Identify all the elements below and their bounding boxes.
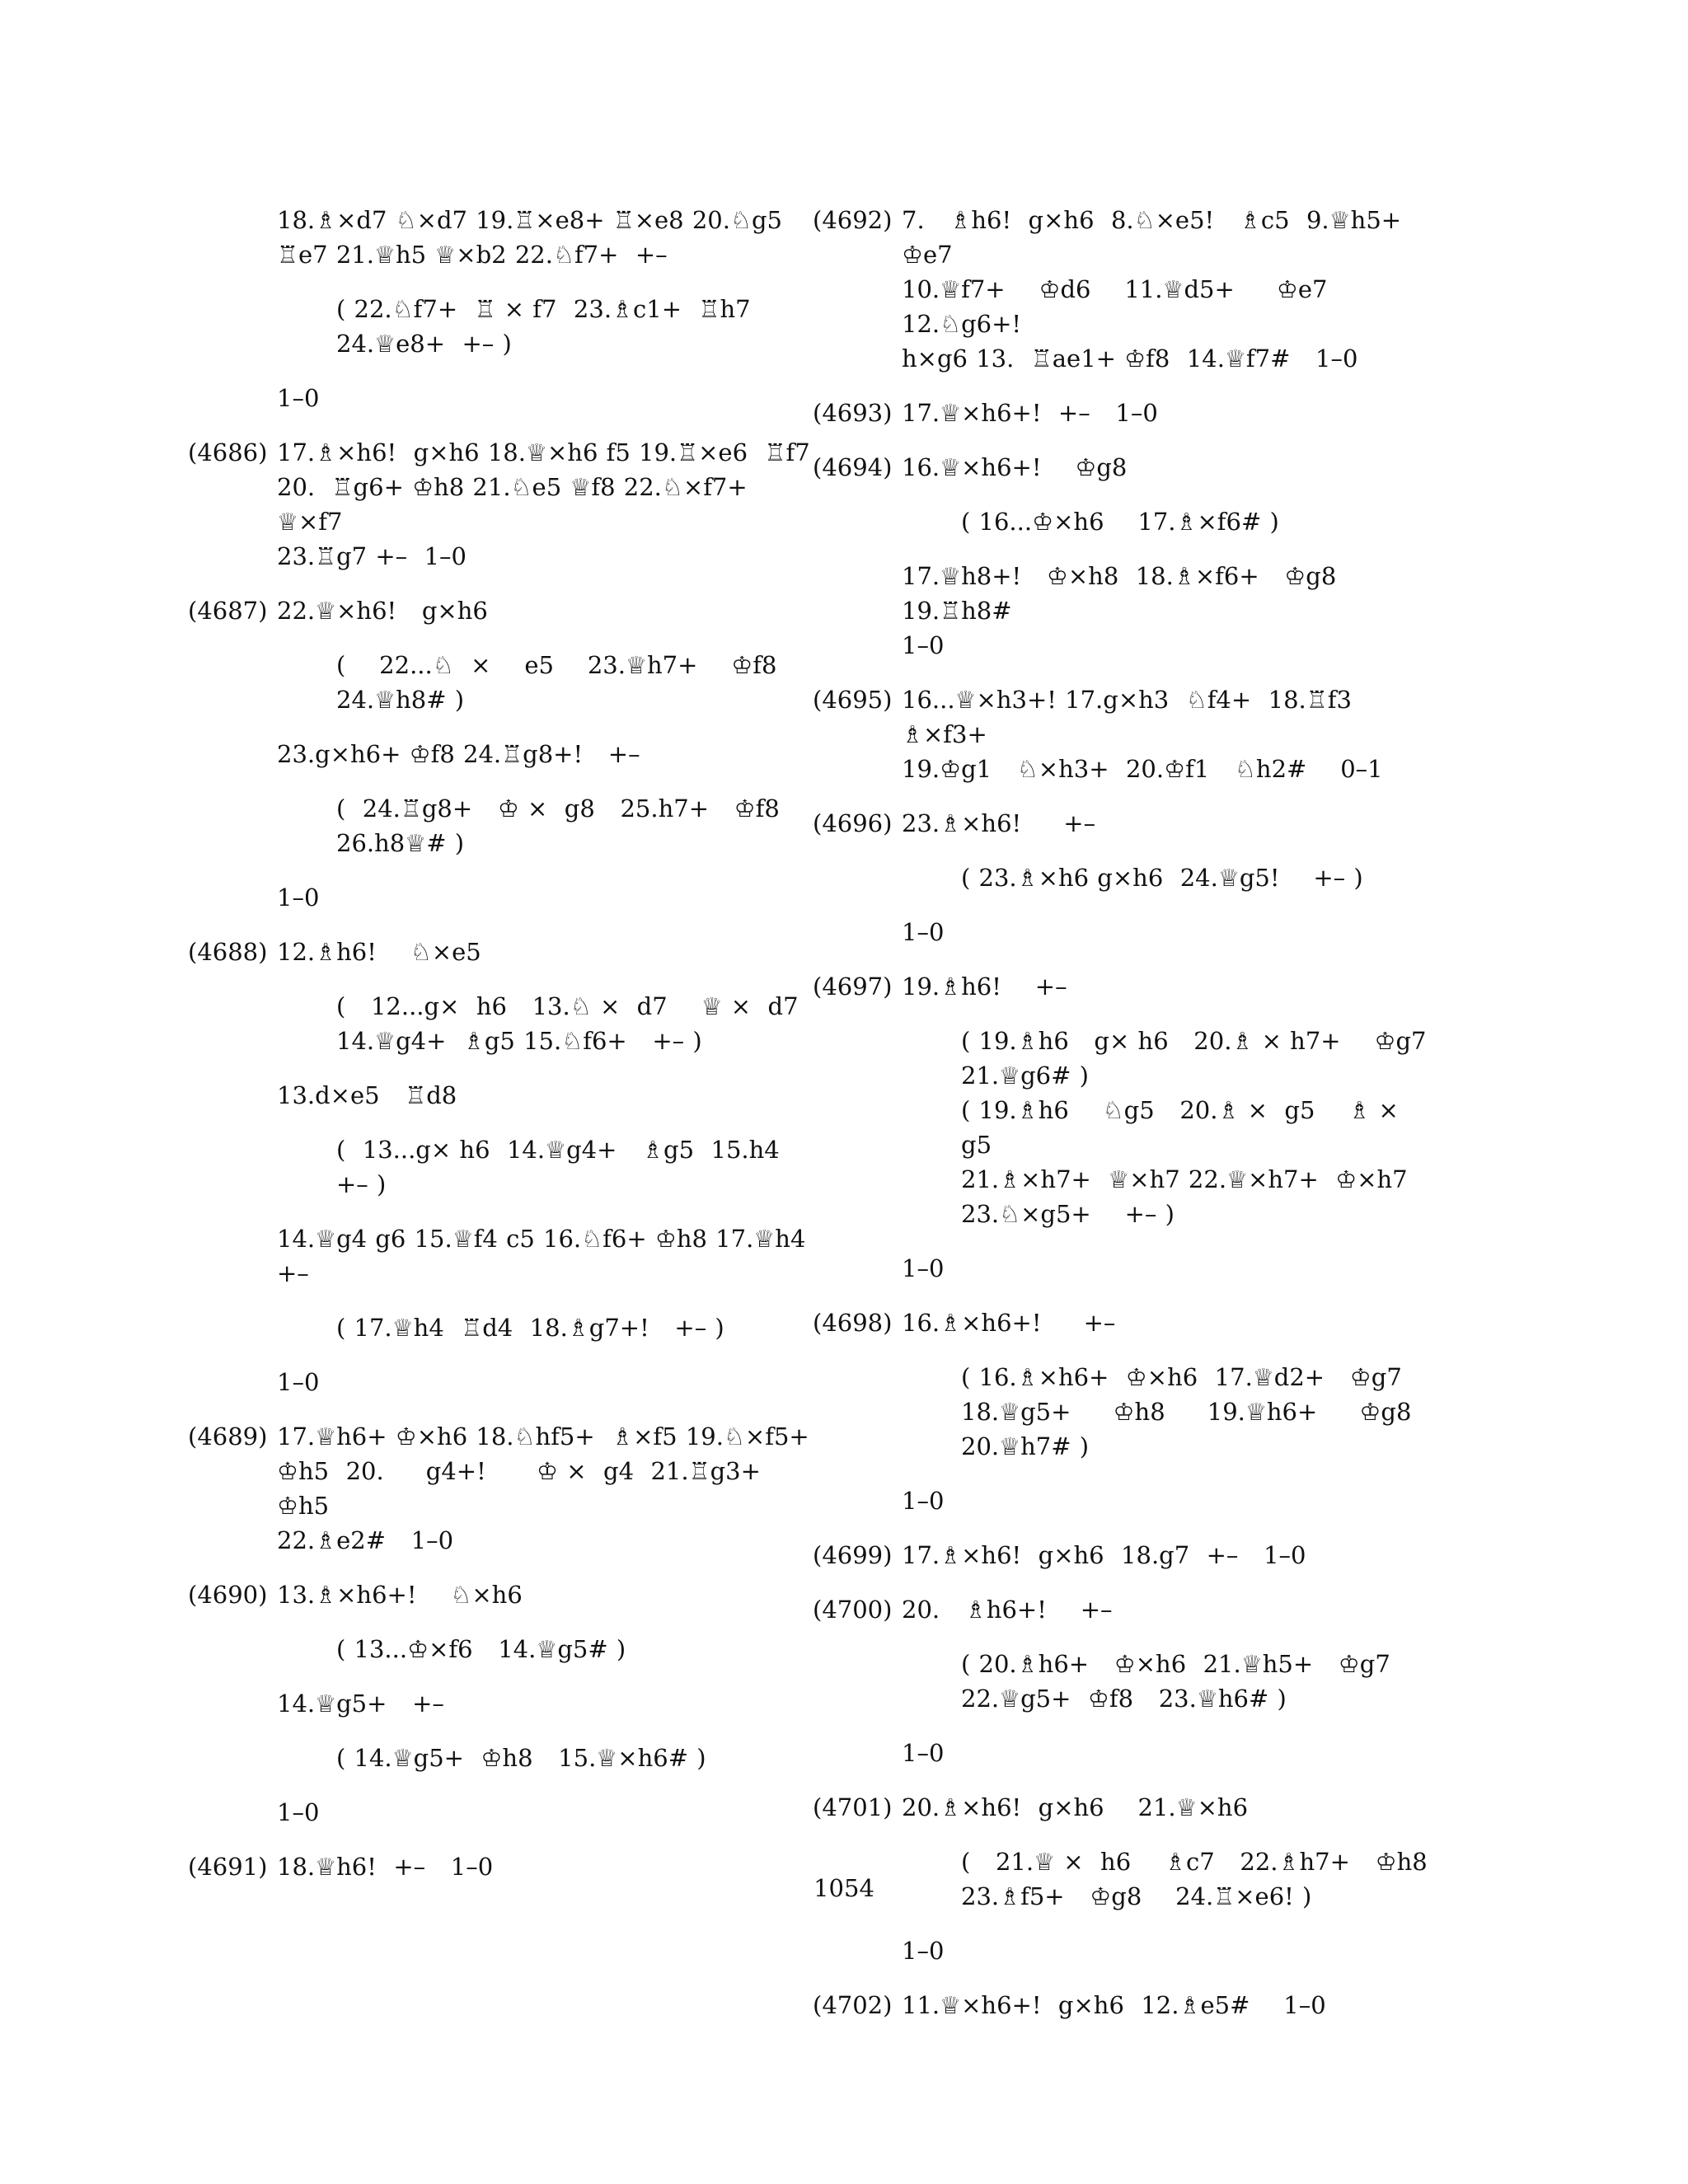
entry-number: (4698) — [813, 1309, 893, 1337]
move-line-block — [277, 1078, 814, 1113]
entry-body — [277, 593, 814, 915]
variation-line: ( 20.♗h6+ ♔×h6 21.♕h5+ ♔g7 — [961, 1650, 1390, 1678]
move-line-block — [277, 1365, 814, 1399]
move-line: 11.♕×h6+! g×h6 12.♗e5# 1–0 — [902, 1991, 1326, 2019]
move-line: 20. ♖g6+ ♔h8 21.♘e5 ♕f8 22.♘×f7+ ♕×f7 — [277, 473, 756, 536]
move-line: 14.♕g4 g6 15.♕f4 c5 16.♘f6+ ♔h8 17.♕h4 — [277, 1225, 806, 1253]
entry-body — [902, 1592, 1439, 1770]
move-line: 13.d×e5 ♖d8 — [277, 1081, 457, 1109]
entry-number: (4695) — [813, 686, 893, 714]
move-line: 17.♗×h6! g×h6 18.♕×h6 f5 19.♖×e6 ♖f7 — [277, 438, 810, 466]
variation-line: ( 24.♖g8+ ♔ × g8 25.h7+ ♔f8 — [336, 794, 780, 823]
move-line-block — [902, 1736, 1439, 1770]
move-line-block — [277, 593, 814, 628]
move-line: +– — [277, 1259, 309, 1287]
move-line: 19.♔g1 ♘×h3+ 20.♔f1 ♘h2# 0–1 — [902, 755, 1383, 783]
entry-number: (4690) — [188, 1581, 268, 1609]
entry-body — [902, 1305, 1439, 1518]
move-line: 23.g×h6+ ♔f8 24.♖g8+! +– — [277, 740, 640, 768]
variation-block — [336, 292, 814, 361]
page-number: 1054 — [814, 1874, 874, 1902]
variation-block — [336, 989, 814, 1058]
move-line: 19.♗h6! +– — [902, 972, 1067, 1001]
entry-number: (4691) — [188, 1853, 268, 1881]
variation-block — [336, 1132, 814, 1202]
entry-number: (4699) — [813, 1541, 893, 1569]
variation-line: ( 14.♕g5+ ♔h8 15.♕×h6# ) — [336, 1744, 706, 1772]
right-column — [813, 203, 1439, 2042]
move-line: 20. ♗h6+! +– — [902, 1596, 1113, 1624]
move-line-block — [902, 1251, 1439, 1286]
move-line: 1–0 — [902, 1487, 945, 1515]
move-line: 12.♗h6! ♘×e5 — [277, 938, 481, 966]
move-line: 20.♗×h6! g×h6 21.♕×h6 — [902, 1793, 1249, 1821]
move-line-block — [277, 1795, 814, 1830]
move-line-block — [277, 1419, 814, 1558]
entry-number: (4702) — [813, 1991, 893, 2019]
move-line: 23.♖g7 +– 1–0 — [277, 542, 467, 570]
game-entry — [813, 682, 1439, 786]
entry-number: (4696) — [813, 809, 893, 837]
entry-body — [902, 682, 1439, 786]
move-line: 7. ♗h6! g×h6 8.♘×e5! ♗c5 9.♕h5+ ♔e7 — [902, 206, 1427, 269]
entry-number: (4693) — [813, 399, 893, 427]
move-line-block — [902, 806, 1439, 841]
variation-block — [336, 1310, 814, 1345]
move-line: 1–0 — [277, 1368, 320, 1396]
entry-number: (4692) — [813, 206, 893, 234]
game-entry — [188, 593, 814, 915]
variation-block — [961, 504, 1439, 539]
move-line: 1–0 — [902, 1937, 945, 1965]
entry-number: (4686) — [188, 438, 268, 466]
move-line: 14.♕g5+ +– — [277, 1690, 444, 1718]
variation-line: ( 12...g× h6 13.♘ × d7 ♕ × d7 — [336, 992, 799, 1020]
entry-number: (4688) — [188, 938, 268, 966]
move-line: 13.♗×h6+! ♘×h6 — [277, 1581, 523, 1609]
entry-number: (4701) — [813, 1793, 893, 1821]
move-line-block — [277, 435, 814, 574]
variation-block — [961, 1647, 1439, 1716]
variation-line: 20.♕h7# ) — [961, 1432, 1090, 1460]
entry-body — [902, 1988, 1439, 2022]
move-line: 1–0 — [902, 1739, 945, 1767]
variation-line: ( 16...♔×h6 17.♗×f6# ) — [961, 508, 1279, 536]
variation-line: +– ) — [336, 1170, 387, 1198]
move-line-block — [902, 559, 1439, 663]
variation-line: ( 19.♗h6 g× h6 20.♗ × h7+ ♔g7 — [961, 1027, 1427, 1055]
variation-line: 23.♗f5+ ♔g8 24.♖×e6! ) — [961, 1882, 1312, 1910]
variation-line: ( 21.♕ × h6 ♗c7 22.♗h7+ ♔h8 — [961, 1848, 1428, 1876]
move-line: h×g6 13. ♖ae1+ ♔f8 14.♕f7# 1–0 — [902, 344, 1358, 373]
move-line: 18.♕h6! +– 1–0 — [277, 1853, 494, 1881]
game-entry — [188, 1419, 814, 1558]
move-line: 1–0 — [902, 1254, 945, 1282]
move-line-block — [277, 737, 814, 771]
game-entry — [813, 1305, 1439, 1518]
entry-number: (4694) — [813, 453, 893, 481]
game-entry — [188, 1577, 814, 1830]
variation-block — [336, 1632, 814, 1666]
variation-line: ( 17.♕h4 ♖d4 18.♗g7+! +– ) — [336, 1314, 724, 1342]
move-line: 17.♗×h6! g×h6 18.g7 +– 1–0 — [902, 1541, 1306, 1569]
move-line-block — [902, 1592, 1439, 1627]
move-line: 1–0 — [902, 918, 945, 946]
variation-line: 14.♕g4+ ♗g5 15.♘f6+ +– ) — [336, 1027, 702, 1055]
move-line: 22.♗e2# 1–0 — [277, 1526, 454, 1554]
entry-body — [277, 203, 814, 415]
variation-line: 21.♕g6# ) — [961, 1062, 1089, 1090]
move-line-block — [277, 1686, 814, 1721]
move-line: 22.♕×h6! g×h6 — [277, 597, 488, 625]
move-line: 10.♕f7+ ♔d6 11.♕d5+ ♔e7 12.♘g6+! — [902, 275, 1362, 338]
entry-number: (4700) — [813, 1596, 893, 1624]
variation-line: ( 13...♔×f6 14.♕g5# ) — [336, 1635, 626, 1663]
move-line: 23.♗×h6! +– — [902, 809, 1096, 837]
move-line-block — [902, 396, 1439, 430]
move-line: ♖e7 21.♕h5 ♕×b2 22.♘f7+ +– — [277, 241, 668, 269]
move-line: 1–0 — [277, 1798, 320, 1826]
variation-block — [961, 1024, 1439, 1231]
move-line-block — [902, 1988, 1439, 2022]
entry-body — [277, 435, 814, 574]
variation-line: 21.♗×h7+ ♕×h7 22.♕×h7+ ♔×h7 — [961, 1165, 1408, 1193]
variation-line: ( 23.♗×h6 g×h6 24.♕g5! +– ) — [961, 864, 1363, 892]
game-entry — [813, 806, 1439, 949]
variation-block — [961, 860, 1439, 895]
move-line-block — [902, 1933, 1439, 1968]
entry-body — [902, 396, 1439, 430]
variation-line: 18.♕g5+ ♔h8 19.♕h6+ ♔g8 — [961, 1398, 1412, 1426]
move-line: 17.♕h8+! ♔×h8 18.♗×f6+ ♔g8 19.♖h8# — [902, 562, 1353, 625]
variation-block — [336, 791, 814, 860]
variation-line: 26.h8♕# ) — [336, 829, 465, 857]
variation-line: 23.♘×g5+ +– ) — [961, 1200, 1175, 1228]
variation-line: 24.♕e8+ +– ) — [336, 330, 512, 358]
move-line: 16.♕×h6+! ♔g8 — [902, 453, 1128, 481]
game-entry — [188, 935, 814, 1399]
move-line-block — [277, 935, 814, 969]
variation-line: 24.♕h8# ) — [336, 686, 465, 714]
game-entry — [813, 1592, 1439, 1770]
variation-line: ( 13...g× h6 14.♕g4+ ♗g5 15.h4 — [336, 1136, 780, 1164]
game-entry — [813, 1538, 1439, 1572]
move-line-block — [902, 1483, 1439, 1518]
entry-body — [277, 1419, 814, 1558]
entry-number: (4697) — [813, 972, 893, 1001]
entry-body — [902, 1538, 1439, 1572]
variation-line: ( 22.♘f7+ ♖ × f7 23.♗c1+ ♖h7 — [336, 295, 751, 323]
move-line: 1–0 — [902, 631, 945, 659]
variation-block — [336, 648, 814, 717]
entry-number: (4689) — [188, 1422, 268, 1451]
move-line-block — [277, 381, 814, 415]
variation-block — [336, 1741, 814, 1775]
move-line: 17.♕×h6+! +– 1–0 — [902, 399, 1158, 427]
move-line-block — [277, 1577, 814, 1612]
entry-body — [902, 450, 1439, 663]
move-line: 16.♗×h6+! +– — [902, 1309, 1116, 1337]
game-entry — [813, 203, 1439, 376]
game-entry — [813, 969, 1439, 1286]
variation-block — [961, 1360, 1439, 1464]
move-line-block — [902, 969, 1439, 1004]
entry-body — [902, 203, 1439, 376]
move-line-block — [902, 1538, 1439, 1572]
game-entry — [813, 450, 1439, 663]
move-line-block — [902, 915, 1439, 949]
move-line-block — [277, 203, 814, 272]
move-line: 16...♕×h3+! 17.g×h3 ♘f4+ 18.♖f3 ♗×f3+ — [902, 686, 1377, 748]
move-line: 1–0 — [277, 384, 320, 412]
variation-line: 22.♕g5+ ♔f8 23.♕h6# ) — [961, 1685, 1287, 1713]
game-entry — [813, 396, 1439, 430]
game-entry — [188, 203, 814, 415]
entry-body — [277, 935, 814, 1399]
move-line: ♔h5 20. g4+! ♔ × g4 21.♖g3+ ♔h5 — [277, 1457, 786, 1520]
variation-line: ( 16.♗×h6+ ♔×h6 17.♕d2+ ♔g7 — [961, 1363, 1402, 1391]
move-line-block — [902, 203, 1439, 376]
move-line: 18.♗×d7 ♘×d7 19.♖×e8+ ♖×e8 20.♘g5 — [277, 206, 782, 234]
game-entry — [813, 1988, 1439, 2022]
move-line-block — [277, 880, 814, 915]
move-line-block — [902, 1790, 1439, 1825]
move-line: 1–0 — [277, 883, 320, 912]
move-line-block — [902, 450, 1439, 485]
entry-body — [902, 969, 1439, 1286]
move-line: 17.♕h6+ ♔×h6 18.♘hf5+ ♗×f5 19.♘×f5+ — [277, 1422, 809, 1451]
entry-body — [277, 1577, 814, 1830]
left-column — [188, 203, 814, 1904]
game-entry — [188, 435, 814, 574]
move-line-block — [902, 682, 1439, 786]
variation-line: ( 22...♘ × e5 23.♕h7+ ♔f8 — [336, 651, 777, 679]
move-line-block — [277, 1221, 814, 1291]
move-line-block — [902, 1305, 1439, 1340]
variation-line: ( 19.♗h6 ♘g5 20.♗ × g5 ♗ × g5 — [961, 1096, 1416, 1159]
entry-number: (4687) — [188, 597, 268, 625]
entry-body — [902, 806, 1439, 949]
